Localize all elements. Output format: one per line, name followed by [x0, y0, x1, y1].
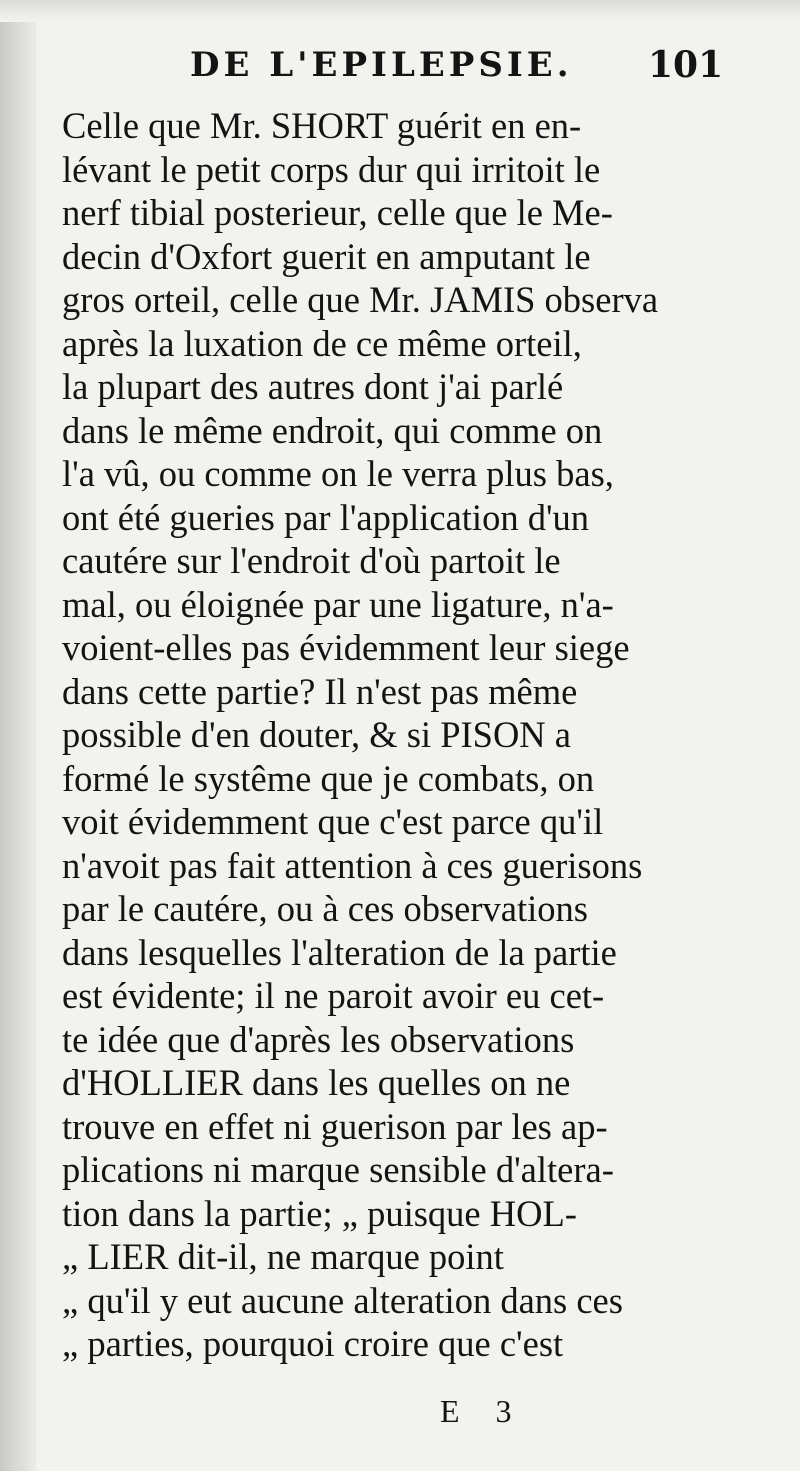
- text-line: mal, ou éloignée par une ligature, n'a-: [62, 583, 614, 625]
- text-line: par le cautére, ou à ces observations: [62, 888, 588, 929]
- signature-mark: E 3: [440, 1393, 526, 1429]
- text-line: „ LIER dit-il, ne marque point: [62, 1236, 504, 1277]
- text-line: gros orteil, celle que Mr. JAMIS observa: [62, 279, 659, 320]
- text-line: cautére sur l'endroit d'où partoit le: [62, 540, 561, 581]
- text-line: „ qu'il y eut aucune alteration dans ces: [62, 1279, 623, 1321]
- text-line: après la luxation de ce même orteil,: [62, 322, 582, 364]
- text-line: dans lesquelles l'alteration de la partie: [62, 931, 617, 973]
- text-line: possible d'en douter, & si PISON a: [62, 714, 571, 755]
- text-line: te idée que d'après les observations: [62, 1018, 575, 1060]
- text-line: n'avoit pas fait attention à ces guerisons: [62, 844, 643, 886]
- text-line: est évidente; il ne paroit avoir eu cet-: [62, 975, 605, 1016]
- text-line: l'a vû, ou comme on le verra plus bas,: [62, 453, 614, 494]
- binding-shadow: [0, 0, 36, 1471]
- page-number: 101: [648, 44, 724, 86]
- body-text: [62, 104, 722, 1366]
- text-line: nerf tibial posterieur, celle que le Me-: [62, 192, 613, 233]
- text-line: decin d'Oxfort guerit en amputant le: [62, 235, 591, 277]
- running-title: DE L'EPILEPSIE.: [190, 45, 573, 85]
- text-line: plications ni marque sensible d'altera-: [62, 1149, 614, 1190]
- text-line: ont été gueries par l'application d'un: [62, 496, 590, 538]
- text-line: tion dans la partie; „ puisque HOL-: [62, 1192, 577, 1234]
- text-line: Celle que Mr. SHORT guérit en en-: [62, 105, 582, 146]
- text-line: formé le systême que je combats, on: [62, 757, 595, 799]
- text-line: trouve en effet ni guerison par les ap-: [62, 1105, 608, 1147]
- text-line: voient-elles pas évidemment leur siege: [62, 627, 630, 668]
- text-line: dans le même endroit, qui comme on: [62, 409, 603, 451]
- text-line: voit évidemment que c'est parce qu'il: [62, 801, 604, 842]
- text-line: „ parties, pourquoi croire que c'est: [62, 1323, 564, 1364]
- text-line: lévant le petit corps dur qui irritoit le: [62, 148, 601, 190]
- text-line: d'HOLLIER dans les quelles on ne: [62, 1062, 571, 1103]
- text-line: dans cette partie? Il n'est pas même: [62, 670, 578, 712]
- text-line: la plupart des autres dont j'ai parlé: [62, 366, 564, 407]
- top-edge-shadow: [0, 0, 800, 22]
